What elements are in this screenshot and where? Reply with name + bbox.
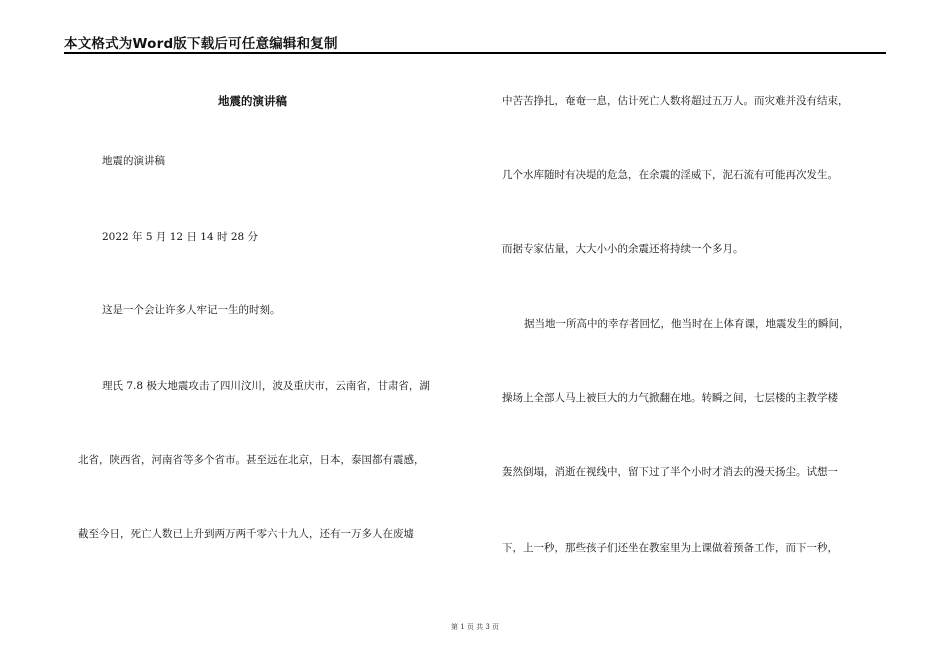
document-title: 地震的演讲稿 — [218, 94, 287, 108]
right-line-3: 而据专家估量，大大小小的余震还将持续一个多月。 — [502, 243, 744, 255]
left-line-1: 地震的演讲稿 — [102, 155, 165, 167]
right-line-5: 操场上全部人马上被巨大的力气掀翻在地。转瞬之间，七层楼的主教学楼 — [502, 392, 838, 404]
header-divider — [64, 52, 886, 54]
right-line-6: 轰然倒塌，消逝在视线中，留下过了半个小时才消去的漫天扬尘。试想一 — [502, 466, 838, 478]
right-line-1: 中苦苦挣扎，奄奄一息，估计死亡人数将超过五万人。而灾难并没有结束， — [502, 95, 849, 107]
left-line-6: 截至今日，死亡人数已上升到两万两千零六十九人，还有一万多人在废墟 — [78, 528, 414, 540]
left-line-3: 这是一个会让许多人牢记一生的时刻。 — [102, 304, 281, 316]
page-number: 第 1 页 共 3 页 — [450, 623, 500, 631]
left-line-4: 理氏 7.8 极大地震攻击了四川汶川，波及重庆市，云南省，甘肃省，湖 — [102, 380, 430, 392]
right-line-2: 几个水库随时有决堤的危急，在余震的淫威下，泥石流有可能再次发生。 — [502, 169, 838, 181]
header-text: 本文格式为Word版下载后可任意编辑和复制 — [64, 36, 338, 52]
right-line-4: 据当地一所高中的幸存者回忆，他当时在上体育课，地震发生的瞬间， — [524, 318, 850, 330]
right-line-7: 下，上一秒，那些孩子们还坐在教室里为上课做着预备工作，而下一秒， — [502, 542, 838, 554]
left-line-5: 北省，陕西省，河南省等多个省市。甚至远在北京，日本，泰国都有震感， — [78, 454, 425, 466]
left-line-2: 2022 年 5 月 12 日 14 时 28 分 — [102, 231, 259, 243]
